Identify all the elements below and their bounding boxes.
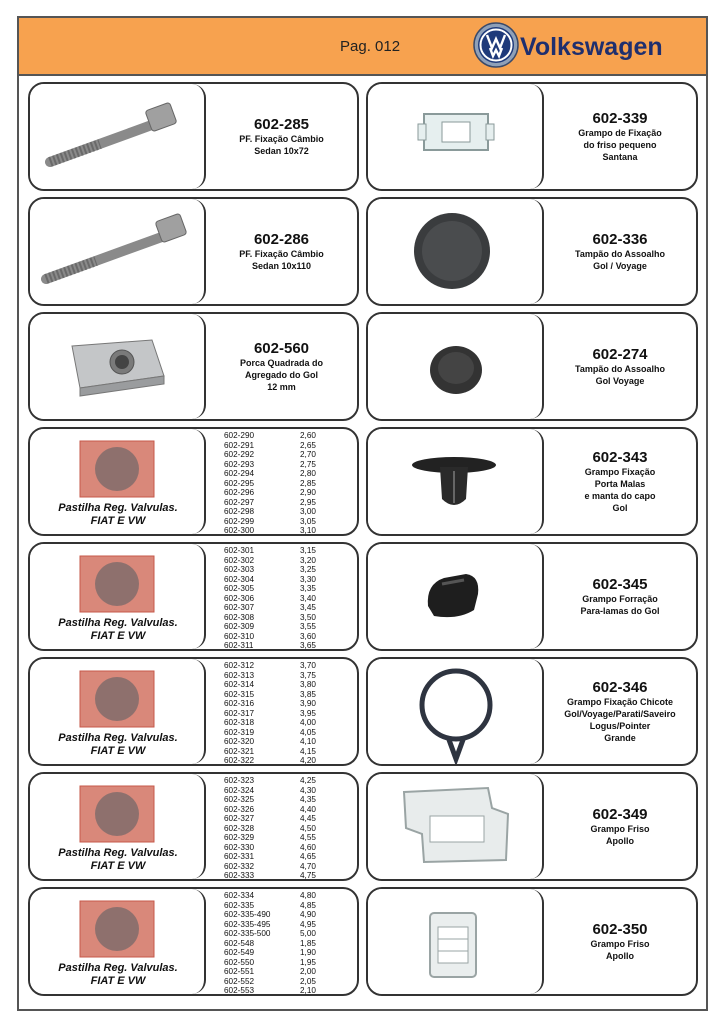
part-image xyxy=(30,774,206,879)
shim-card xyxy=(28,427,359,536)
shim-thickness: 2,95 xyxy=(300,497,316,507)
shim-title: Pastilha Reg. Valvulas. FIAT E VW xyxy=(58,617,178,642)
part-desc: Grande xyxy=(604,733,636,743)
vw-logo-icon xyxy=(473,22,519,68)
shim-thickness: 2,65 xyxy=(300,440,316,450)
shim-thickness: 3,80 xyxy=(300,680,316,689)
shim-thickness: 4,40 xyxy=(300,804,316,814)
shim-list xyxy=(224,546,316,651)
shim-thickness: 3,70 xyxy=(300,661,316,670)
shim-row xyxy=(224,526,316,536)
shim-code: 602-316 xyxy=(224,699,255,708)
shim-row xyxy=(224,575,316,585)
part-desc: Agregado do Gol xyxy=(245,370,318,380)
shim-image xyxy=(30,889,202,969)
shim-row xyxy=(224,776,316,786)
part-card-602-286 xyxy=(28,197,359,306)
shim-row xyxy=(224,862,316,872)
shim-code: 602-309 xyxy=(224,622,255,631)
part-desc: Sedan 10x72 xyxy=(254,146,309,156)
shim-title: Pastilha Reg. Valvulas. FIAT E VW xyxy=(58,847,178,872)
shim-row xyxy=(224,977,316,987)
shim-code: 602-315 xyxy=(224,689,255,699)
clip-image xyxy=(368,84,540,189)
part-desc: Grampo Friso xyxy=(590,939,650,949)
clip-image xyxy=(368,774,540,879)
shim-code: 602-331 xyxy=(224,852,255,861)
shim-thickness: 3,00 xyxy=(300,507,316,516)
shim-code: 602-334 xyxy=(224,891,255,900)
part-info xyxy=(206,314,357,419)
shim-thickness: 4,45 xyxy=(300,814,316,823)
part-desc: Tampão do Assoalho xyxy=(574,364,665,374)
shim-thickness: 4,85 xyxy=(300,900,316,910)
part-info xyxy=(544,889,696,994)
shim-code: 602-295 xyxy=(224,478,255,488)
shim-code: 602-325 xyxy=(224,795,255,804)
push-clip-image xyxy=(368,429,540,534)
shim-row xyxy=(224,929,316,939)
shim-thickness: 3,60 xyxy=(300,631,316,641)
part-code: 602-345 xyxy=(592,576,648,593)
shim-row xyxy=(224,641,316,651)
shim-code: 602-323 xyxy=(224,776,255,785)
part-desc: PF. Fixação Câmbio xyxy=(239,249,324,259)
shim-code: 602-301 xyxy=(224,546,255,555)
part-desc: Porta Malas xyxy=(594,479,646,489)
shim-thickness: 4,25 xyxy=(300,776,316,785)
shim-row xyxy=(224,737,316,747)
shim-thickness: 3,45 xyxy=(300,603,316,612)
shim-thickness: 3,85 xyxy=(300,689,316,699)
shim-title: Pastilha Reg. Valvulas. FIAT E VW xyxy=(58,732,178,757)
shim-thickness: 4,75 xyxy=(300,871,316,880)
shim-thickness: 2,60 xyxy=(300,431,316,440)
shim-row xyxy=(224,910,316,920)
shim-card xyxy=(28,772,359,881)
part-image xyxy=(368,199,544,304)
part-info xyxy=(206,84,357,189)
part-image xyxy=(368,889,544,994)
shim-thickness: 3,30 xyxy=(300,574,316,584)
shim-code: 602-329 xyxy=(224,833,255,842)
shim-code: 602-318 xyxy=(224,718,255,727)
shim-thickness: 3,10 xyxy=(300,526,316,535)
shim-list xyxy=(224,661,316,766)
part-card-602-345 xyxy=(366,542,698,651)
shim-thickness: 4,15 xyxy=(300,746,316,756)
shim-row xyxy=(224,920,316,930)
shim-row xyxy=(224,747,316,757)
part-image xyxy=(30,314,206,419)
shim-row xyxy=(224,441,316,451)
shim-row xyxy=(224,488,316,498)
shim-code: 602-305 xyxy=(224,584,255,593)
shim-code: 602-330 xyxy=(224,842,255,852)
part-desc: Apollo xyxy=(606,836,634,846)
shim-code: 602-320 xyxy=(224,737,255,746)
shim-thickness: 4,00 xyxy=(300,718,316,727)
shim-code: 602-314 xyxy=(224,680,255,689)
part-info xyxy=(544,429,696,534)
part-info xyxy=(206,199,357,304)
part-desc: e manta do capo xyxy=(584,491,656,501)
part-image xyxy=(30,544,206,649)
shim-row xyxy=(224,584,316,594)
part-desc: Porca Quadrada do xyxy=(239,358,324,368)
shim-code: 602-335 xyxy=(224,900,255,910)
shim-code: 602-317 xyxy=(224,708,255,718)
shim-thickness: 4,90 xyxy=(300,910,316,919)
shim-thickness: 2,10 xyxy=(300,986,316,995)
shim-row xyxy=(224,632,316,642)
part-code: 602-336 xyxy=(592,231,648,248)
shim-row xyxy=(224,469,316,479)
part-card-602-285 xyxy=(28,82,359,191)
plug-image xyxy=(368,199,540,304)
shim-code: 602-294 xyxy=(224,469,255,478)
shim-thickness: 4,50 xyxy=(300,823,316,833)
part-info xyxy=(544,544,696,649)
part-desc: Para-lamas do Gol xyxy=(580,606,660,616)
shim-row xyxy=(224,507,316,517)
part-desc: Grampo de Fixação xyxy=(578,128,662,138)
part-desc: Logus/Pointer xyxy=(589,721,651,731)
part-image xyxy=(30,199,206,304)
shim-row xyxy=(224,709,316,719)
part-card-602-350 xyxy=(366,887,698,996)
shim-row xyxy=(224,805,316,815)
shim-code: 602-327 xyxy=(224,814,255,823)
part-code: 602-350 xyxy=(592,921,648,938)
shim-thickness: 2,75 xyxy=(300,459,316,469)
shim-row xyxy=(224,680,316,690)
shim-thickness: 3,65 xyxy=(300,641,316,650)
shim-code: 602-333 xyxy=(224,871,255,880)
shim-title: Pastilha Reg. Valvulas. FIAT E VW xyxy=(58,502,178,527)
part-code: 602-339 xyxy=(592,110,648,127)
part-image xyxy=(368,774,544,879)
shim-title: Pastilha Reg. Valvulas. FIAT E VW xyxy=(58,962,178,987)
part-card-602-343 xyxy=(366,427,698,536)
shim-code: 602-303 xyxy=(224,565,255,574)
shim-thickness: 3,95 xyxy=(300,708,316,718)
shim-thickness: 4,80 xyxy=(300,891,316,900)
shim-image xyxy=(30,774,202,854)
shim-row xyxy=(224,795,316,805)
shim-thickness: 3,05 xyxy=(300,516,316,526)
shim-row xyxy=(224,871,316,881)
part-desc: Grampo Fixação xyxy=(584,467,656,477)
part-code: 602-286 xyxy=(253,231,310,248)
shim-row xyxy=(224,891,316,901)
shim-code: 602-306 xyxy=(224,593,255,603)
part-info xyxy=(544,199,696,304)
shim-row xyxy=(224,517,316,527)
shim-row xyxy=(224,833,316,843)
shim-code: 602-548 xyxy=(224,938,255,948)
shim-thickness: 3,15 xyxy=(300,546,316,555)
shim-code: 602-326 xyxy=(224,804,255,814)
part-image xyxy=(368,84,544,189)
shim-row xyxy=(224,939,316,949)
shim-row xyxy=(224,431,316,441)
shim-thickness: 1,90 xyxy=(300,948,316,957)
shim-row xyxy=(224,671,316,681)
part-card-602-339 xyxy=(366,82,698,191)
shim-row xyxy=(224,948,316,958)
shim-card xyxy=(28,542,359,651)
shim-row xyxy=(224,479,316,489)
shim-row xyxy=(224,824,316,834)
shim-thickness: 3,75 xyxy=(300,670,316,680)
shim-thickness: 4,60 xyxy=(300,842,316,852)
shim-thickness: 2,05 xyxy=(300,976,316,986)
shim-row xyxy=(224,556,316,566)
shim-code: 602-549 xyxy=(224,948,255,957)
shim-row xyxy=(224,594,316,604)
shim-row xyxy=(224,718,316,728)
shim-row xyxy=(224,565,316,575)
shim-code: 602-553 xyxy=(224,986,255,995)
bolt-image xyxy=(30,84,202,189)
shim-code: 602-322 xyxy=(224,756,255,765)
brand-name: Volkswagen xyxy=(520,33,663,61)
shim-row xyxy=(224,622,316,632)
shim-thickness: 4,35 xyxy=(300,795,316,804)
shim-thickness: 1,95 xyxy=(300,957,316,967)
shim-code: 602-332 xyxy=(224,861,255,871)
shim-row xyxy=(224,498,316,508)
part-desc: Tampão do Assoalho xyxy=(574,249,665,259)
bolt-image xyxy=(30,199,202,304)
shim-thickness: 4,55 xyxy=(300,833,316,842)
shim-thickness: 4,65 xyxy=(300,852,316,861)
shim-code: 602-292 xyxy=(224,450,255,459)
part-code: 602-274 xyxy=(592,346,648,363)
shim-code: 602-335-500 xyxy=(224,929,271,938)
part-image xyxy=(368,544,544,649)
clip-image xyxy=(368,544,540,649)
shim-code: 602-304 xyxy=(224,574,255,584)
part-desc: Gol xyxy=(612,503,628,513)
part-card-602-560 xyxy=(28,312,359,421)
shim-card xyxy=(28,657,359,766)
clip-image xyxy=(368,889,540,994)
part-code: 602-346 xyxy=(592,679,648,696)
part-image xyxy=(368,659,544,764)
shim-list xyxy=(224,431,316,536)
shim-code: 602-299 xyxy=(224,516,255,526)
shim-row xyxy=(224,546,316,556)
part-card-602-346 xyxy=(366,657,698,766)
shim-thickness: 4,10 xyxy=(300,737,316,746)
shim-row xyxy=(224,661,316,671)
ring-clip-image xyxy=(368,659,540,764)
shim-row xyxy=(224,613,316,623)
shim-code: 602-312 xyxy=(224,661,255,670)
shim-code: 602-307 xyxy=(224,603,255,612)
part-desc: Sedan 10x110 xyxy=(251,261,312,271)
shim-code: 602-296 xyxy=(224,488,255,497)
part-info xyxy=(544,774,696,879)
shim-row xyxy=(224,843,316,853)
shim-code: 602-311 xyxy=(224,641,254,650)
shim-thickness: 4,70 xyxy=(300,861,316,871)
part-code: 602-560 xyxy=(253,340,310,357)
shim-code: 602-290 xyxy=(224,431,255,440)
part-image xyxy=(30,84,206,189)
part-desc: Santana xyxy=(602,152,638,162)
shim-thickness: 4,05 xyxy=(300,727,316,737)
shim-code: 602-298 xyxy=(224,507,255,516)
shim-code: 602-319 xyxy=(224,727,255,737)
shim-code: 602-313 xyxy=(224,670,255,680)
page-number: Pag. 012 xyxy=(340,38,401,55)
shim-row xyxy=(224,460,316,470)
shim-thickness: 4,30 xyxy=(300,785,316,795)
part-desc: Grampo Friso xyxy=(590,824,650,834)
shim-thickness: 4,95 xyxy=(300,919,316,929)
shim-list xyxy=(224,891,316,996)
part-desc: Gol Voyage xyxy=(595,376,645,386)
part-image xyxy=(30,659,206,764)
shim-code: 602-297 xyxy=(224,497,255,507)
shim-thickness: 3,55 xyxy=(300,622,316,631)
part-code: 602-285 xyxy=(253,116,310,133)
shim-list xyxy=(224,776,316,881)
shim-code: 602-293 xyxy=(224,459,255,469)
part-code: 602-349 xyxy=(592,806,648,823)
shim-code: 602-291 xyxy=(224,440,255,450)
shim-thickness: 3,20 xyxy=(300,555,316,565)
shim-card xyxy=(28,887,359,996)
shim-code: 602-321 xyxy=(224,746,255,756)
part-card-602-274 xyxy=(366,312,698,421)
shim-row xyxy=(224,852,316,862)
part-image xyxy=(30,429,206,534)
plug-image xyxy=(368,314,540,419)
part-desc: Grampo Forração xyxy=(582,594,658,604)
shim-thickness: 2,85 xyxy=(300,478,316,488)
part-info xyxy=(544,84,696,189)
shim-row xyxy=(224,986,316,996)
part-card-602-349 xyxy=(366,772,698,881)
shim-code: 602-308 xyxy=(224,612,255,622)
shim-thickness: 3,35 xyxy=(300,584,316,593)
shim-thickness: 2,90 xyxy=(300,488,316,497)
shim-code: 602-302 xyxy=(224,555,255,565)
shim-row xyxy=(224,728,316,738)
shim-row xyxy=(224,786,316,796)
part-card-602-336 xyxy=(366,197,698,306)
shim-code: 602-328 xyxy=(224,823,255,833)
shim-thickness: 1,85 xyxy=(300,938,316,948)
shim-row xyxy=(224,958,316,968)
shim-code: 602-300 xyxy=(224,526,255,535)
shim-row xyxy=(224,603,316,613)
shim-image xyxy=(30,544,202,624)
shim-code: 602-550 xyxy=(224,957,255,967)
part-info xyxy=(544,659,696,764)
part-desc: Grampo Fixação Chicote xyxy=(566,697,674,707)
shim-row xyxy=(224,450,316,460)
shim-thickness: 5,00 xyxy=(300,929,316,938)
square-nut-image xyxy=(30,314,202,419)
part-info xyxy=(544,314,696,419)
shim-row xyxy=(224,901,316,911)
part-desc: do friso pequeno xyxy=(583,140,657,150)
part-image xyxy=(30,889,206,994)
shim-row xyxy=(224,814,316,824)
part-desc: Apollo xyxy=(606,951,634,961)
shim-row xyxy=(224,967,316,977)
shim-thickness: 3,90 xyxy=(300,699,316,708)
shim-row xyxy=(224,756,316,766)
shim-thickness: 2,70 xyxy=(300,450,316,459)
shim-thickness: 3,50 xyxy=(300,612,316,622)
shim-code: 602-335-490 xyxy=(224,910,271,919)
shim-code: 602-552 xyxy=(224,976,255,986)
part-desc: 12 mm xyxy=(267,382,296,392)
shim-code: 602-324 xyxy=(224,785,255,795)
part-image xyxy=(368,314,544,419)
shim-thickness: 2,00 xyxy=(300,967,316,976)
shim-image xyxy=(30,429,202,509)
shim-row xyxy=(224,690,316,700)
part-desc: PF. Fixação Câmbio xyxy=(239,134,324,144)
shim-thickness: 4,20 xyxy=(300,756,316,765)
shim-image xyxy=(30,659,202,739)
shim-code: 602-335-495 xyxy=(224,919,271,929)
shim-thickness: 3,25 xyxy=(300,565,316,574)
part-desc: Gol/Voyage/Parati/Saveiro xyxy=(564,709,676,719)
shim-thickness: 3,40 xyxy=(300,593,316,603)
part-image xyxy=(368,429,544,534)
part-code: 602-343 xyxy=(592,449,648,466)
shim-thickness: 2,80 xyxy=(300,469,316,478)
shim-code: 602-310 xyxy=(224,631,255,641)
part-desc: Gol / Voyage xyxy=(593,261,647,271)
shim-code: 602-551 xyxy=(224,967,255,976)
shim-row xyxy=(224,699,316,709)
